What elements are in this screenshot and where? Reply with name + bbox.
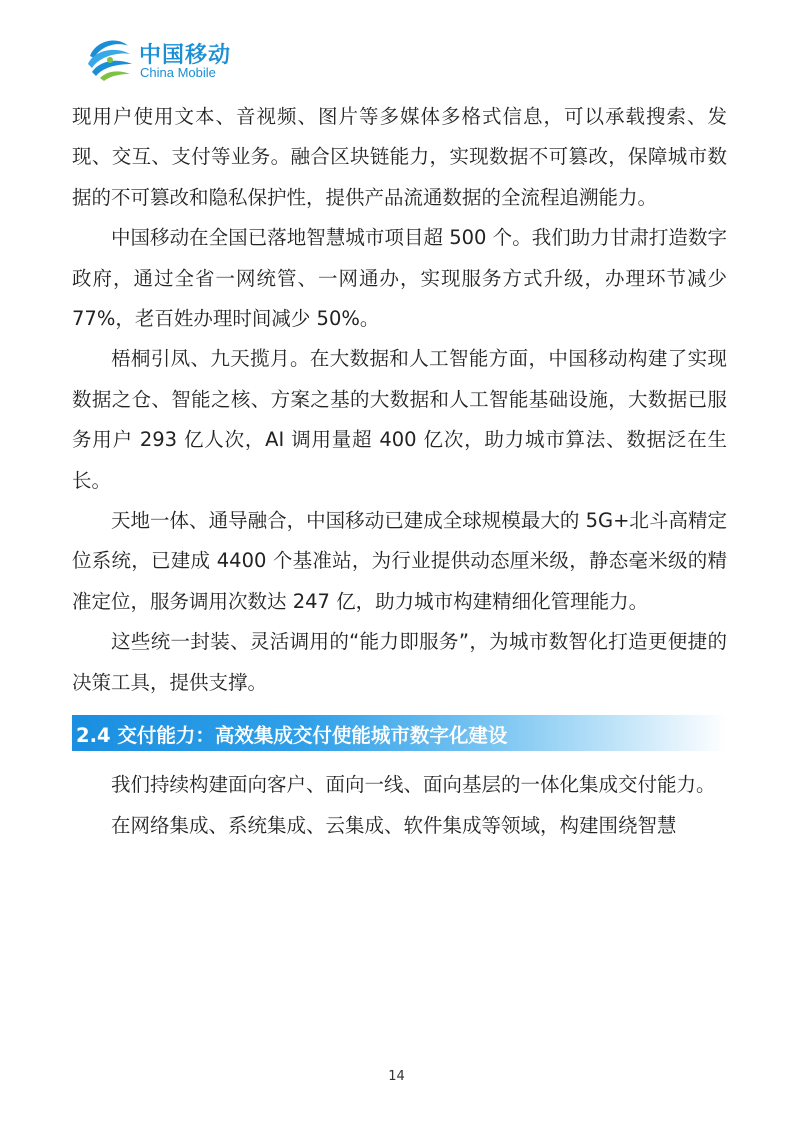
logo-english-text: China Mobile — [140, 65, 216, 80]
paragraph-capability-as-service: 这些统一封装、灵活调用的“能力即服务”，为城市数智化打造更便捷的决策工具，提供支撑。 — [72, 630, 727, 694]
section-heading: 2.4 交付能力：高效集成交付使能城市数字化建设 — [76, 724, 508, 748]
china-mobile-logo — [84, 34, 244, 84]
paragraph-smart-city-projects: 中国移动在全国已落地智慧城市项目超 500 个。我们助力甘肃打造数字政府，通过全省一网统管、一网通办，实现服务方式升级，办理环节减少 77%，老百姓办理时间减少 50%。 — [72, 226, 727, 331]
logo-chinese-text: 中国移动 — [139, 43, 232, 68]
section-heading-bar — [72, 715, 727, 751]
page-number: 14 — [388, 1069, 405, 1084]
document-body — [72, 97, 727, 846]
paragraph-integration-domains: 在网络集成、系统集成、云集成、软件集成等领域，构建围绕智慧 — [111, 813, 677, 837]
paragraph-integrated-delivery: 我们持续构建面向客户、面向一线、面向基层的一体化集成交付能力。 — [111, 773, 716, 797]
paragraph-continuation: 现用户使用文本、音视频、图片等多媒体多格式信息，可以承载搜索、发现、交互、支付等业务。融合区块链能力，实现数据不可篡改，保障城市数据的不可篡改和隐私保护性，提供产品流通数据的全流程追溯能力。 — [72, 105, 727, 209]
china-mobile-logo-icon — [84, 34, 136, 84]
paragraph-big-data-ai: 梧桐引凤、九天揽月。在大数据和人工智能方面，中国移动构建了实现数据之仓、智能之核、方案之基的大数据和人工智能基础设施，大数据已服务用户 293 亿人次，AI 调用量超 400 亿次，助力城市算法、数据泛在生长。 — [72, 347, 727, 492]
paragraph-beidou-positioning: 天地一体、通导融合，中国移动已建成全球规模最大的 5G+北斗高精定位系统，已建成 4400 个基准站，为行业提供动态厘米级，静态毫米级的精准定位，服务调用次数达 247 亿，助力城市构建精细化管理能力。 — [72, 509, 727, 613]
